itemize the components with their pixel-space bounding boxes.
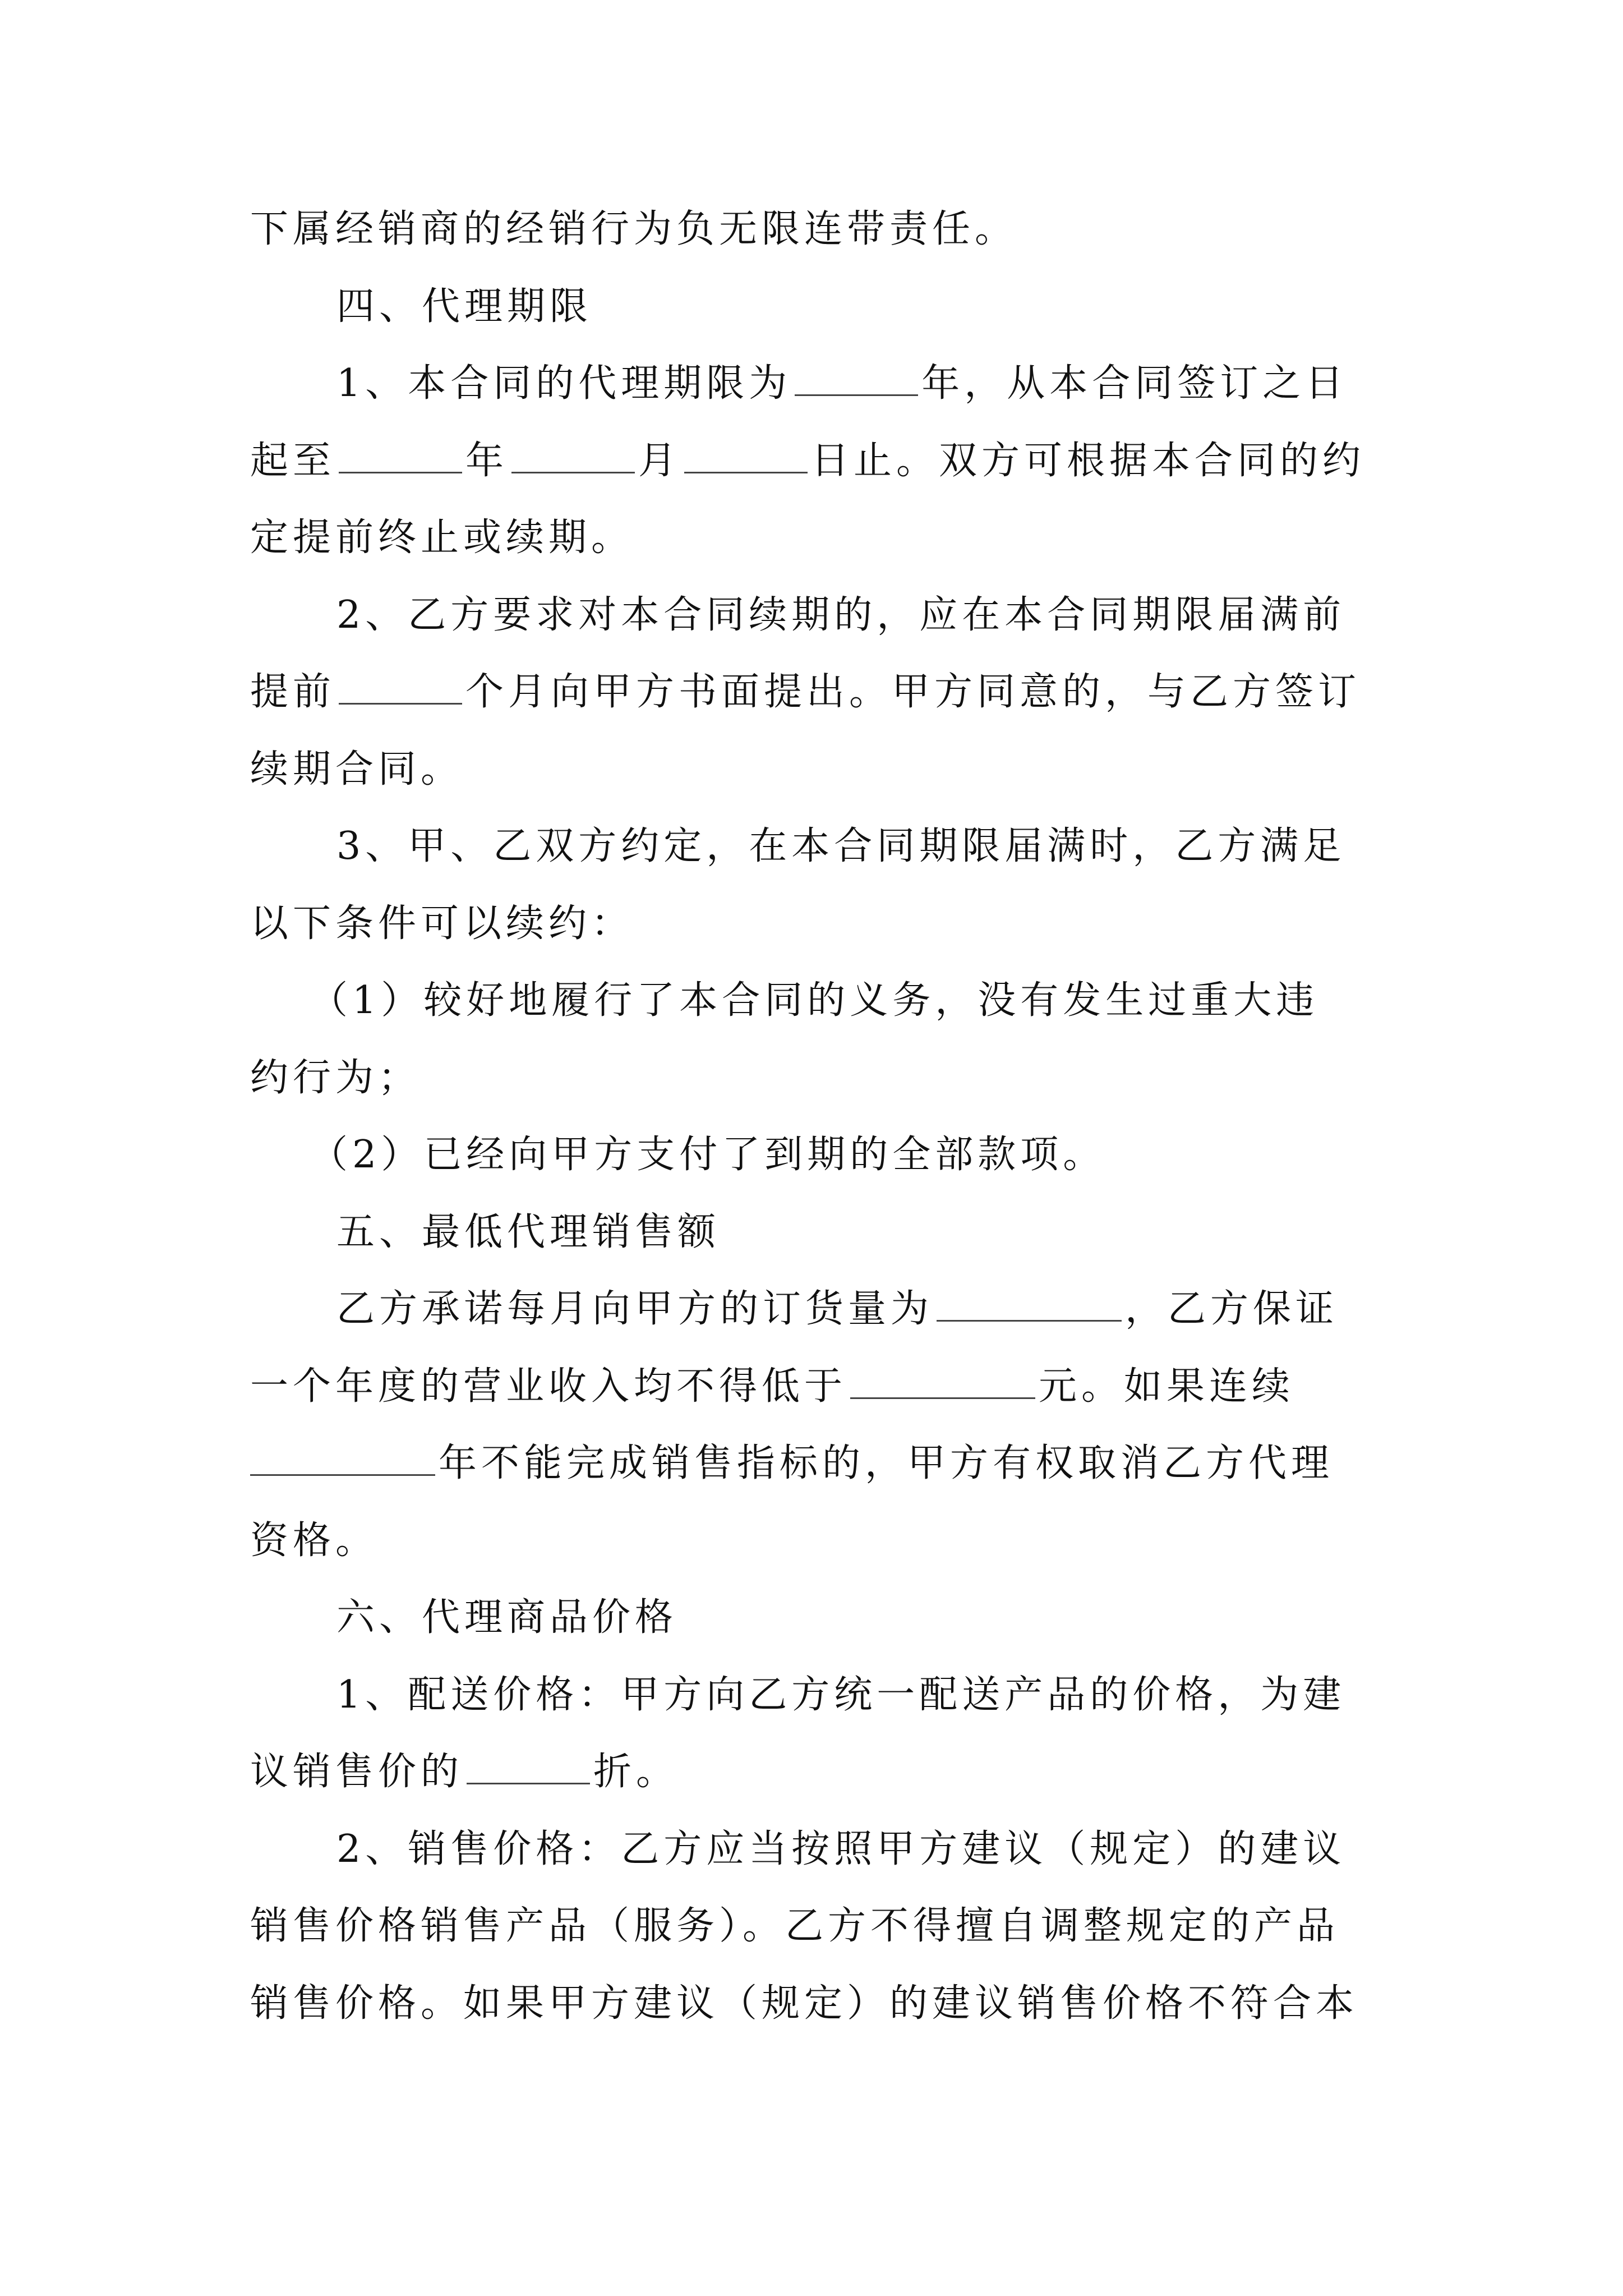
paragraph-text: 折。: [593, 1750, 679, 1794]
paragraph-text: 年: [465, 438, 509, 483]
text-line: [250, 654, 1394, 731]
text-line: [250, 577, 1394, 654]
paragraph-text: 元。如果连续: [1039, 1364, 1295, 1409]
paragraph-text: 2、销售价格：乙方应当按照甲方建议（规定）的建议: [336, 1826, 1346, 1871]
text-line: [250, 1425, 1394, 1502]
paragraph-text: 约行为；: [250, 1055, 421, 1100]
contract-body: [250, 191, 1394, 2042]
fill-in-blank: [250, 1442, 435, 1476]
fill-in-blank: [795, 362, 918, 396]
paragraph-text: 2、乙方要求对本合同续期的，应在本合同期限届满前: [336, 592, 1346, 637]
text-line: [250, 345, 1394, 422]
fill-in-blank: [850, 1365, 1035, 1399]
text-line: [250, 885, 1394, 963]
paragraph-text: 销售价格。如果甲方建议（规定）的建议销售价格不符合本: [250, 1981, 1359, 2026]
text-line: [250, 1039, 1394, 1117]
paragraph-text: 定提前终止或续期。: [250, 516, 634, 560]
text-line: [250, 1502, 1394, 1580]
fill-in-blank: [339, 439, 462, 473]
paragraph-text: 议销售价的: [250, 1750, 464, 1794]
section-heading-6: [250, 1579, 1394, 1657]
paragraph-text: 1、配送价格：甲方向乙方统一配送产品的价格，为建: [336, 1672, 1346, 1717]
paragraph-text: 乙方承诺每月向甲方的订货量为: [336, 1287, 934, 1331]
paragraph-text: 日止。双方可根据本合同的约: [811, 438, 1366, 483]
text-line: [250, 1811, 1394, 1888]
paragraph-text: 续期合同。: [250, 747, 464, 792]
paragraph-text: 3、甲、乙双方约定，在本合同期限届满时，乙方满足: [336, 824, 1346, 868]
paragraph-text: （1）较好地履行了本合同的义务，没有发生过重大违: [310, 978, 1319, 1023]
text-line: [250, 1888, 1394, 1965]
text-line: [250, 499, 1394, 577]
fill-in-blank: [339, 670, 462, 705]
paragraph-text: 以下条件可以续约：: [250, 901, 634, 946]
section-heading-5: [250, 1194, 1394, 1271]
text-line: [250, 1733, 1394, 1811]
text-line: [250, 1348, 1394, 1425]
paragraph-text: 销售价格销售产品（服务）。乙方不得擅自调整规定的产品: [250, 1904, 1340, 1948]
paragraph-text: 年，从本合同签订之日: [921, 361, 1348, 406]
list-item: [250, 962, 1394, 1039]
paragraph-text: 下属经销商的经销行为负无限连带责任。: [250, 207, 1018, 251]
paragraph-text: 1、本合同的代理期限为: [336, 361, 792, 406]
fill-in-blank: [467, 1750, 590, 1784]
text-line: [250, 1657, 1394, 1734]
heading-text: 五、最低代理销售额: [336, 1209, 721, 1254]
section-heading-4: [250, 268, 1394, 346]
fill-in-blank: [511, 439, 635, 473]
list-item: [250, 1116, 1394, 1194]
paragraph-text: 月: [638, 438, 681, 483]
text-line: [250, 422, 1394, 500]
text-line: [250, 1965, 1394, 2042]
paragraph-text: ，乙方保证: [1125, 1287, 1339, 1331]
paragraph-text: 个月向甲方书面提出。甲方同意的，与乙方签订: [465, 670, 1361, 714]
fill-in-blank: [937, 1287, 1122, 1322]
text-line: [250, 731, 1394, 808]
paragraph-text: 提前: [250, 670, 336, 714]
paragraph-text: 资格。: [250, 1518, 379, 1563]
paragraph-text: （2）已经向甲方支付了到期的全部款项。: [310, 1133, 1106, 1177]
fill-in-blank: [684, 439, 808, 473]
text-line: [250, 191, 1394, 268]
heading-text: 四、代理期限: [336, 284, 593, 329]
text-line: [250, 808, 1394, 885]
paragraph-text: 一个年度的营业收入均不得低于: [250, 1364, 847, 1409]
paragraph-text: 年不能完成销售指标的，甲方有权取消乙方代理: [439, 1441, 1334, 1485]
text-line: [250, 1271, 1394, 1348]
paragraph-text: 起至: [250, 438, 336, 483]
heading-text: 六、代理商品价格: [336, 1595, 678, 1640]
